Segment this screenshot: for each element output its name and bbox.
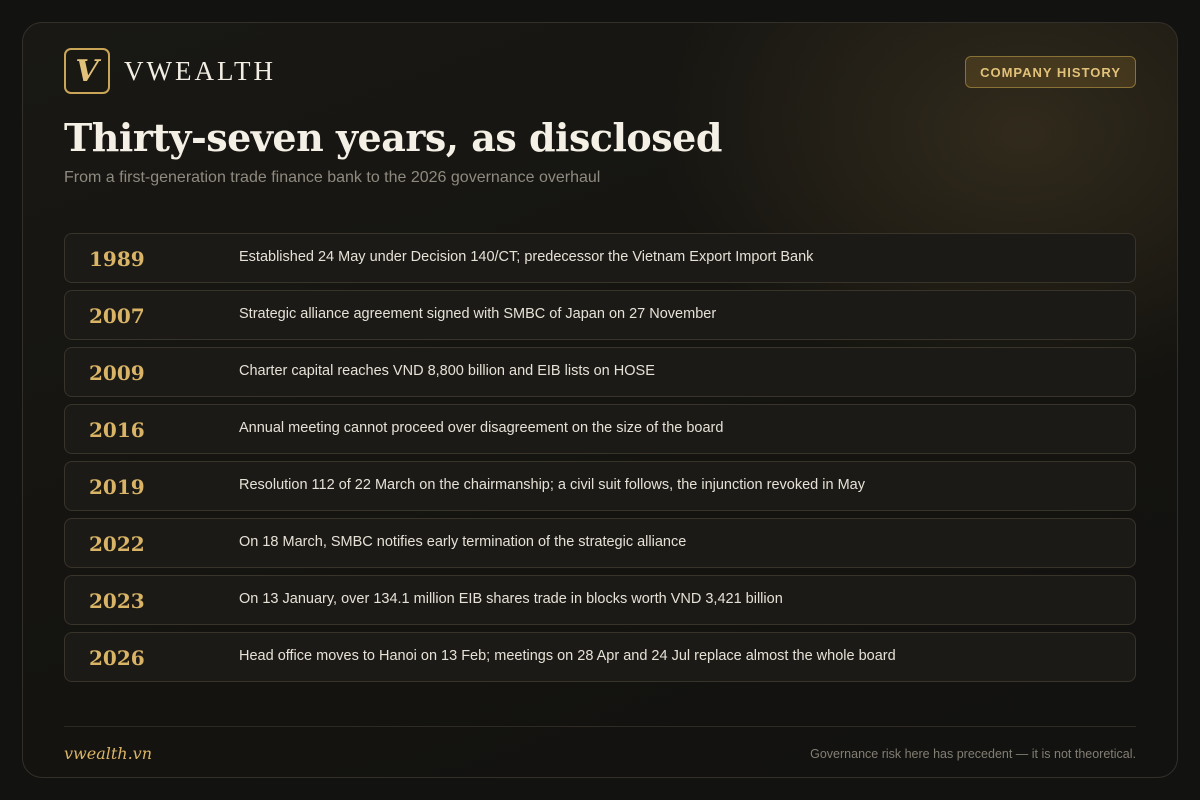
timeline-year: 1989 bbox=[89, 247, 145, 271]
timeline-row bbox=[64, 461, 1136, 511]
timeline-description: Strategic alliance agreement signed with SMBC of Japan on 27 November bbox=[239, 306, 717, 322]
brand-name: VWEALTH bbox=[124, 55, 276, 86]
timeline-row bbox=[64, 290, 1136, 340]
timeline-description: Annual meeting cannot proceed over disagreement on the size of the board bbox=[239, 420, 724, 436]
timeline-row bbox=[64, 518, 1136, 568]
timeline-description: On 13 January, over 134.1 million EIB shares trade in blocks worth VND 3,421 billion bbox=[239, 591, 783, 607]
page-subtitle: From a first-generation trade finance bank to the 2026 governance overhaul bbox=[64, 169, 601, 186]
brand-logo: V bbox=[64, 48, 110, 94]
timeline-description: Charter capital reaches VND 8,800 billion and EIB lists on HOSE bbox=[239, 363, 655, 379]
timeline-year: 2026 bbox=[89, 646, 145, 670]
timeline-year: 2016 bbox=[89, 418, 145, 442]
timeline-year: 2023 bbox=[89, 589, 145, 613]
company-history-badge: COMPANY HISTORY bbox=[965, 56, 1136, 88]
page-title: Thirty-seven years, as disclosed bbox=[64, 115, 722, 160]
timeline-description: Resolution 112 of 22 March on the chairmanship; a civil suit follows, the injunction revoked in May bbox=[239, 477, 865, 493]
timeline-row bbox=[64, 233, 1136, 283]
brand bbox=[64, 48, 276, 94]
timeline-row bbox=[64, 347, 1136, 397]
timeline-row bbox=[64, 575, 1136, 625]
timeline-description: Established 24 May under Decision 140/CT; predecessor the Vietnam Export Import Bank bbox=[239, 249, 814, 265]
timeline-year: 2007 bbox=[89, 304, 145, 328]
timeline-year: 2009 bbox=[89, 361, 145, 385]
footer-note: Governance risk here has precedent — it is not theoretical. bbox=[810, 747, 1136, 761]
history-card bbox=[22, 22, 1178, 778]
footer-divider bbox=[64, 726, 1136, 727]
timeline-year: 2022 bbox=[89, 532, 145, 556]
timeline-list bbox=[64, 233, 1136, 689]
timeline-description: On 18 March, SMBC notifies early termination of the strategic alliance bbox=[239, 534, 687, 550]
footer-url: vwealth.vn bbox=[64, 744, 153, 763]
timeline-row bbox=[64, 632, 1136, 682]
timeline-row bbox=[64, 404, 1136, 454]
timeline-year: 2019 bbox=[89, 475, 145, 499]
timeline-description: Head office moves to Hanoi on 13 Feb; meetings on 28 Apr and 24 Jul replace almost the whole board bbox=[239, 648, 896, 664]
